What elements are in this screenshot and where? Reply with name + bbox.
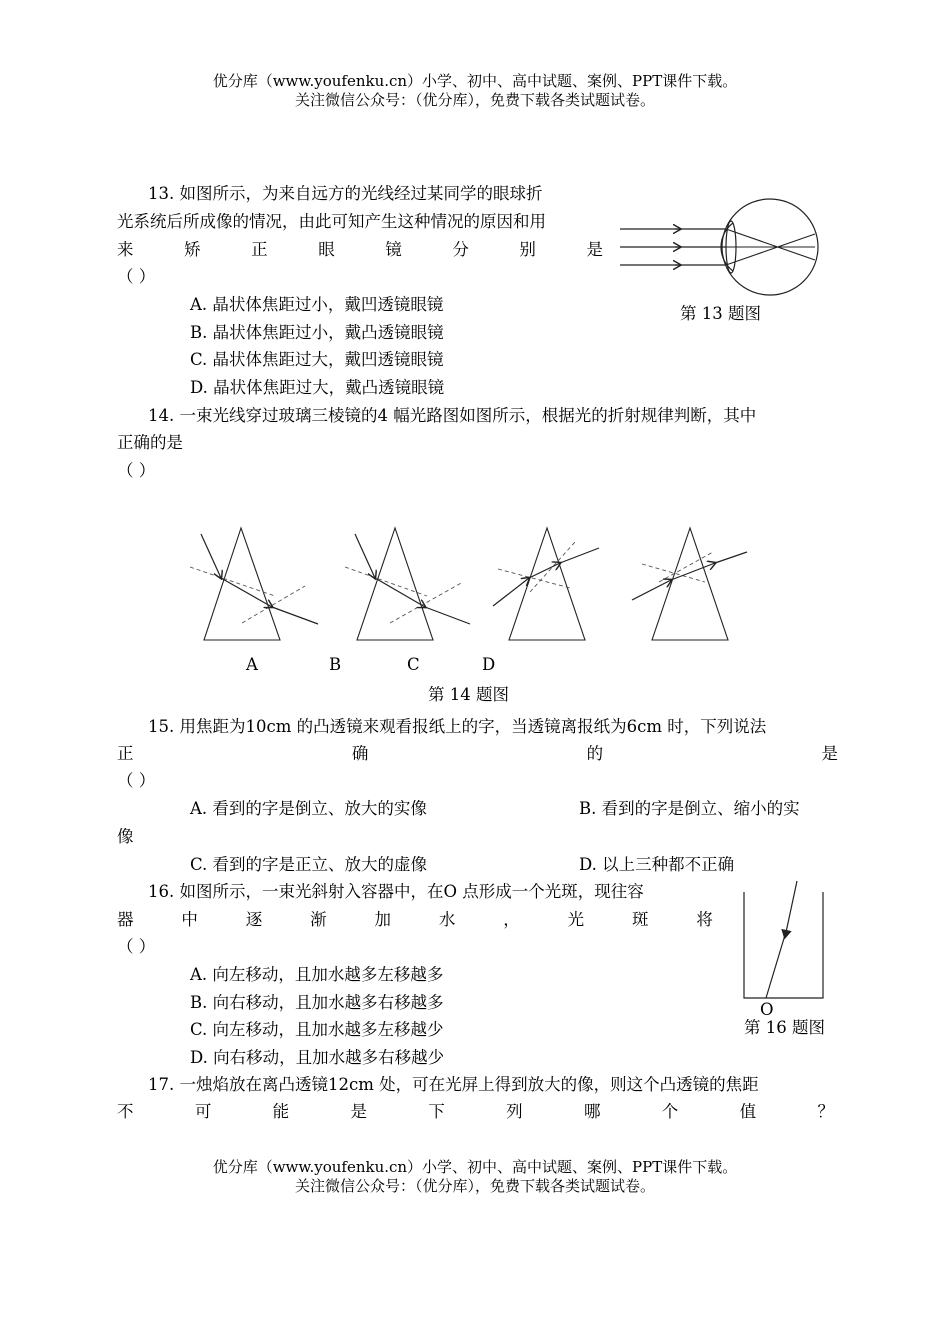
q16-line-1: 16. 如图所示，一束光斜射入容器中，在O 点形成一个光斑，现往容 <box>148 882 644 901</box>
q16-container-figure <box>735 875 835 1010</box>
q14-line-2: 正确的是 <box>117 433 183 452</box>
q14-line-1: 14. 一束光线穿过玻璃三棱镜的4 幅光路图如图所示，根据光的折射规律判断，其中 <box>148 406 757 425</box>
q16-char: 渐 <box>310 910 327 929</box>
q16-char: ， <box>503 910 520 929</box>
q13-char: 来 <box>117 240 134 259</box>
q16-option-b: B. 向右移动，且加水越多右移越多 <box>190 993 444 1012</box>
q14-label-c: C <box>407 655 420 674</box>
prism-diagram-a <box>190 528 318 640</box>
q17-line-1: 17. 一烛焰放在离凸透镜12cm 处，可在光屏上得到放大的像，则这个凸透镜的焦距 <box>148 1075 759 1094</box>
q15-option-d: D. 以上三种都不正确 <box>579 855 735 874</box>
q14-caption: 第 14 题图 <box>428 685 509 704</box>
q15-line-2 <box>117 743 838 765</box>
q16-caption: 第 16 题图 <box>744 1018 825 1037</box>
q16-char: 器 <box>117 910 134 929</box>
refracted-ray <box>726 234 815 265</box>
light-ray <box>766 935 785 998</box>
q15-option-b-cont: 像 <box>117 827 134 846</box>
prism-diagram-d <box>632 528 747 640</box>
q15-option-a: A. 看到的字是倒立、放大的实像 <box>190 799 427 818</box>
q13-line-3 <box>117 239 603 261</box>
q16-option-c: C. 向左移动，且加水越多左移越少 <box>190 1020 444 1039</box>
q15-option-c: C. 看到的字是正立、放大的虚像 <box>190 855 428 874</box>
footer-line-2: 关注微信公众号：（优分库），免费下载各类试题试卷。 <box>294 1177 655 1195</box>
q13-option-b: B. 晶状体焦距过小，戴凸透镜眼镜 <box>190 323 444 342</box>
q16-answer-paren: （ ） <box>117 937 156 956</box>
q15-char: 确 <box>351 744 369 763</box>
q17-char: 值 <box>739 1102 757 1121</box>
q14-answer-paren: （ ） <box>117 461 156 480</box>
q16-option-a: A. 向左移动，且加水越多左移越多 <box>190 965 444 984</box>
q16-line-2 <box>117 909 713 931</box>
q13-eye-figure <box>615 190 830 300</box>
q17-line-2 <box>117 1101 834 1123</box>
q15-char: 正 <box>117 744 134 763</box>
q16-char: 将 <box>696 910 713 929</box>
q16-char: 中 <box>181 910 198 929</box>
q16-char: 逐 <box>245 910 263 929</box>
refracted-ray <box>726 229 815 260</box>
q17-char: 能 <box>272 1102 290 1121</box>
footer-line-1: 优分库（www.youfenku.cn）小学、初中、高中试题、案例、PPT课件下载。 <box>212 1158 738 1176</box>
q13-char: 别 <box>519 240 536 259</box>
q17-char: 哪 <box>583 1102 601 1121</box>
q15-option-b: B. 看到的字是倒立、缩小的实 <box>579 799 800 818</box>
q16-option-d: D. 向右移动，且加水越多右移越少 <box>190 1048 445 1067</box>
q16-char: 斑 <box>632 910 649 929</box>
q16-char: 加 <box>374 910 391 929</box>
light-ray <box>785 881 797 937</box>
q14-label-b: B <box>329 655 342 674</box>
q13-char: 眼 <box>318 240 335 259</box>
q17-char: 是 <box>350 1102 367 1121</box>
header-line-2: 关注微信公众号：（优分库），免费下载各类试题试卷。 <box>294 91 655 109</box>
q15-line-1: 15. 用焦距为10cm 的凸透镜来观看报纸上的字，当透镜离报纸为6cm 时，下列说法 <box>148 717 767 736</box>
q17-char: 可 <box>194 1102 212 1121</box>
q13-char: 正 <box>251 240 268 259</box>
q16-char: 光 <box>567 910 585 929</box>
q13-line-1: 13. 如图所示，为来自远方的光线经过某同学的眼球折 <box>148 184 543 203</box>
q17-char: 下 <box>428 1102 445 1121</box>
q14-label-a: A <box>246 655 258 674</box>
q15-char: 的 <box>586 744 604 763</box>
q14-label-d: D <box>482 655 496 674</box>
q13-line-2: 光系统后所成像的情况，由此可知产生这种情况的原因和用 <box>117 212 546 231</box>
q17-char: 不 <box>117 1102 134 1121</box>
q13-char: 分 <box>452 240 469 259</box>
q17-char: ？ <box>817 1102 834 1121</box>
q14-prism-figures <box>185 520 765 650</box>
q13-option-a: A. 晶状体焦距过小，戴凹透镜眼镜 <box>190 295 444 314</box>
q16-char: 水 <box>438 910 456 929</box>
q13-char: 是 <box>586 240 603 259</box>
prism-diagram-c <box>493 528 599 640</box>
container <box>744 892 823 998</box>
q15-char: 是 <box>821 744 838 763</box>
q13-option-c: C. 晶状体焦距过大，戴凹透镜眼镜 <box>190 350 444 369</box>
q13-answer-paren: （ ） <box>117 267 156 286</box>
q13-caption: 第 13 题图 <box>680 304 761 323</box>
q16-point-o-label: O <box>760 1000 774 1019</box>
q13-char: 矫 <box>184 240 201 259</box>
q17-char: 个 <box>661 1102 679 1121</box>
q13-char: 镜 <box>385 240 402 259</box>
header-line-1: 优分库（www.youfenku.cn）小学、初中、高中试题、案例、PPT课件下载。 <box>212 72 738 90</box>
prism-diagram-b <box>345 528 470 640</box>
q17-char: 列 <box>506 1102 523 1121</box>
q13-option-d: D. 晶状体焦距过大，戴凸透镜眼镜 <box>190 378 445 397</box>
q15-answer-paren: （ ） <box>117 771 156 790</box>
